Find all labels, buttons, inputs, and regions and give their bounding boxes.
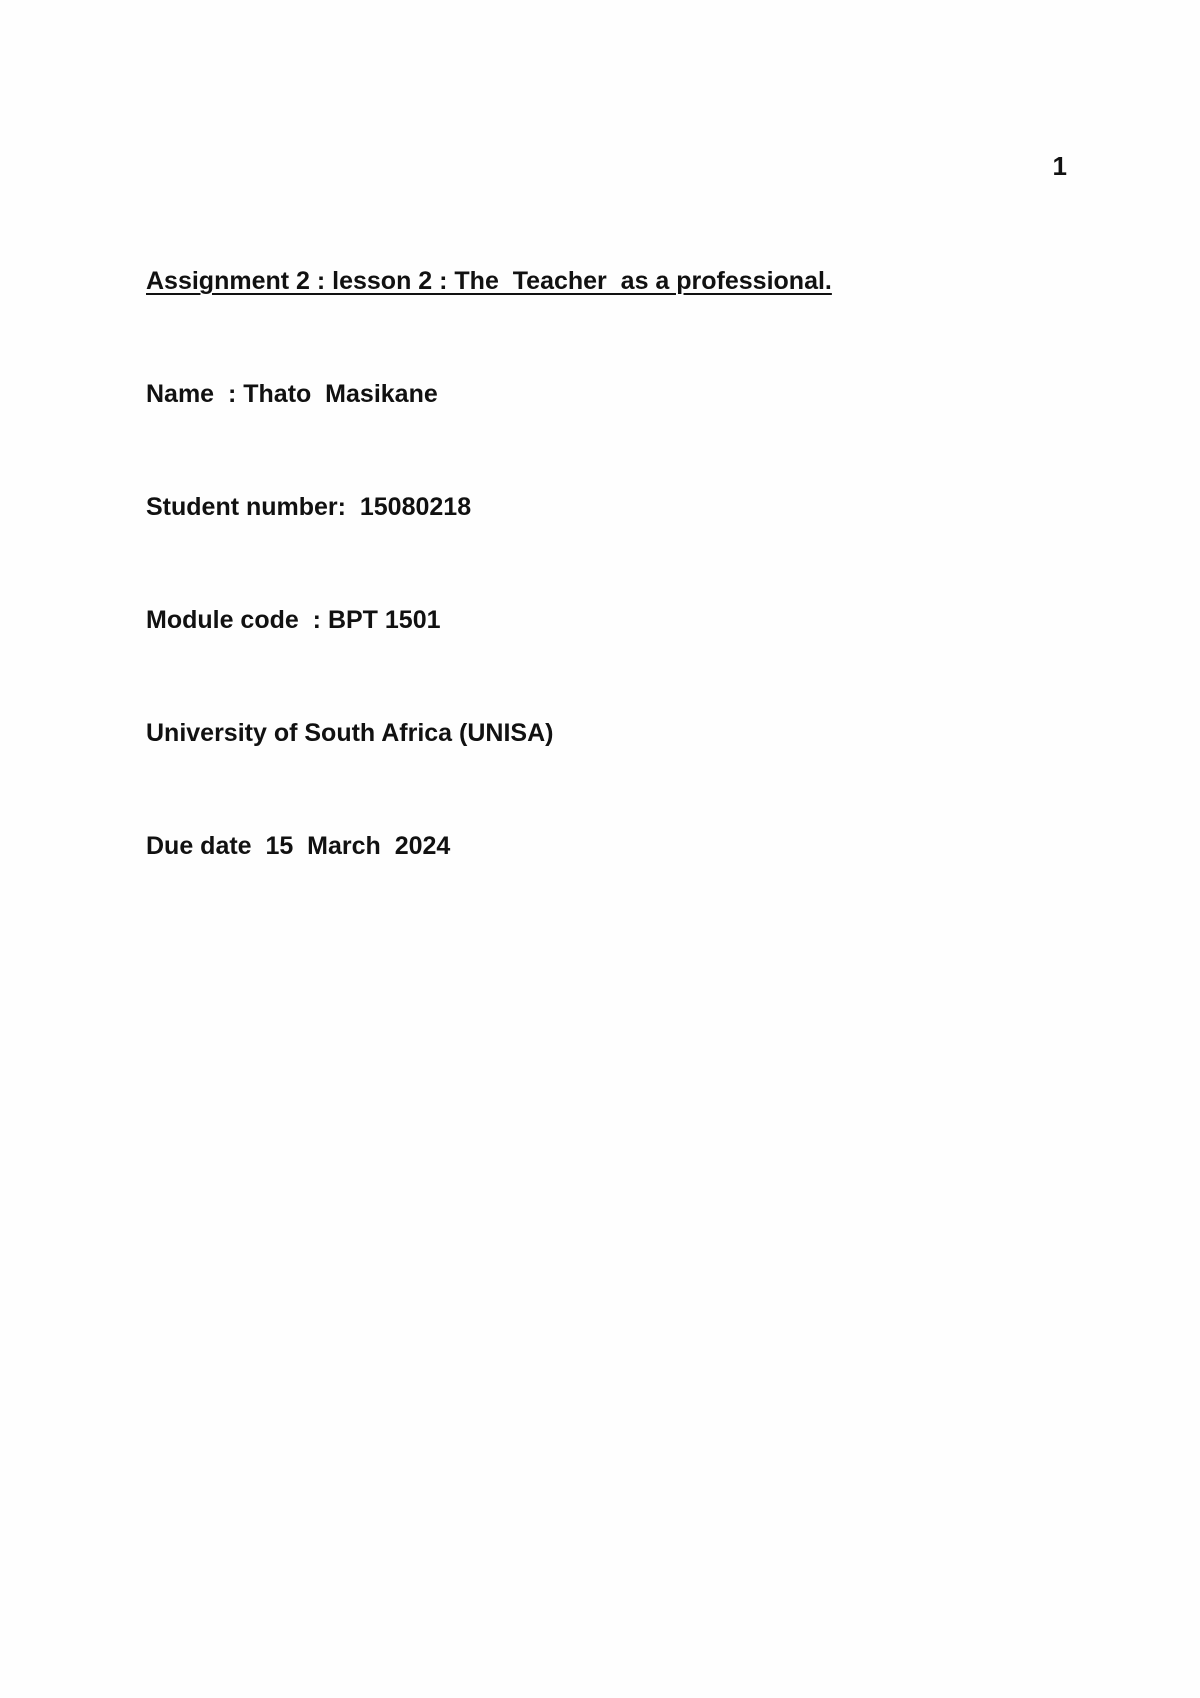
student-number: Student number: 15080218 <box>146 493 472 521</box>
page-number: 1 <box>1052 151 1067 181</box>
university-name: University of South Africa (UNISA) <box>146 719 554 747</box>
due-date: Due date 15 March 2024 <box>146 832 451 860</box>
module-code: Module code : BPT 1501 <box>146 606 441 634</box>
student-name: Name : Thato Masikane <box>146 380 438 408</box>
assignment-title: Assignment 2 : lesson 2 : The Teacher as a professional. <box>146 267 832 295</box>
